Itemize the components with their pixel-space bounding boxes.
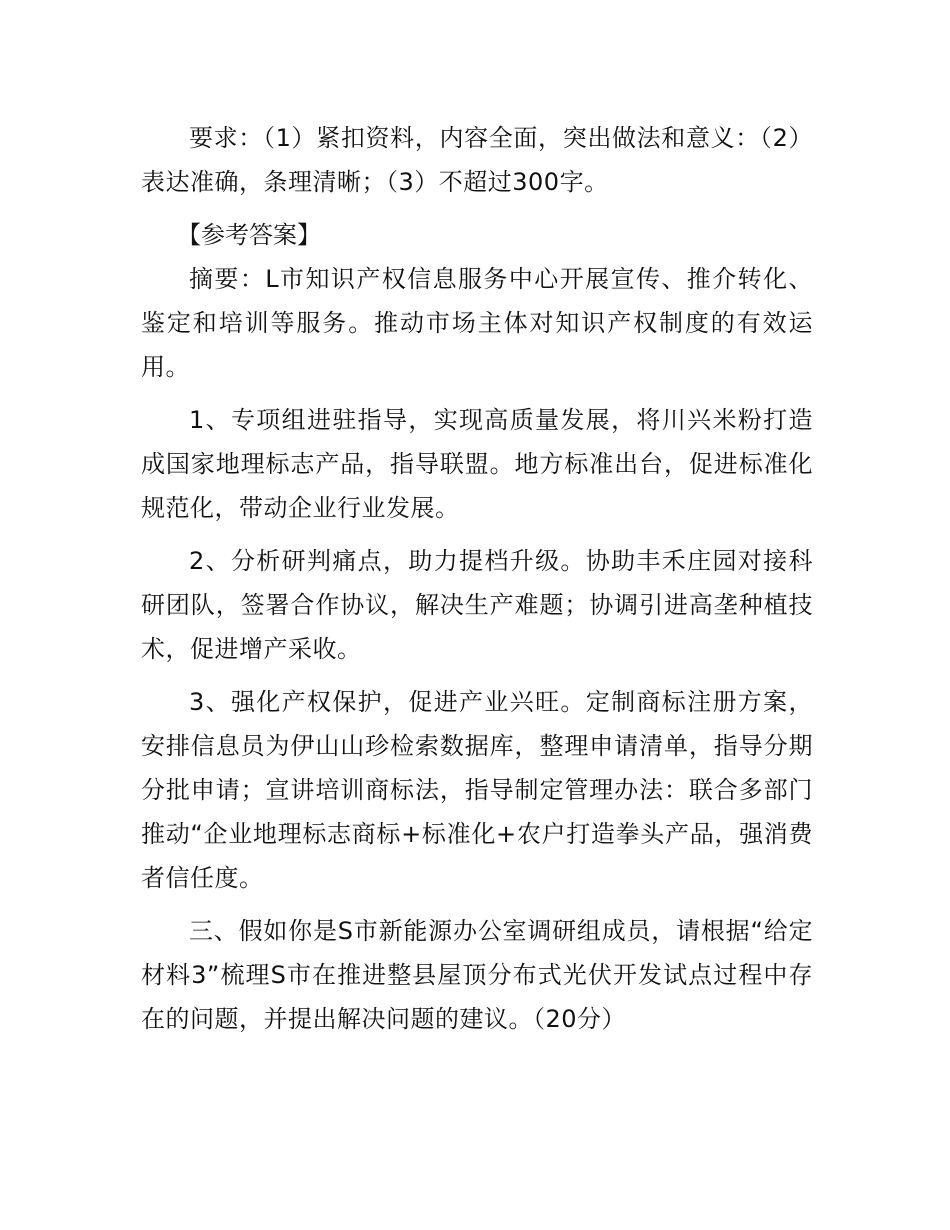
requirement-paragraph: 要求：（1）紧扣资料，内容全面，突出做法和意义：（2）表达准确，条理清晰；（3）不超过300字。 bbox=[141, 124, 813, 196]
point-1-paragraph: 1、专项组进驻指导，实现高质量发展，将川兴米粉打造成国家地理标志产品，指导联盟。地方标准出台，促进标准化规范化，带动企业行业发展。 bbox=[141, 406, 813, 522]
answer-heading: 【参考答案】 bbox=[177, 221, 321, 249]
question-3-paragraph: 三、假如你是S市新能源办公室调研组成员，请根据“给定材料3”梳理S市在推进整县屋顶分布式光伏开发试点过程中存在的问题，并提出解决问题的建议。（20分） bbox=[141, 917, 813, 1033]
point-3-paragraph: 3、强化产权保护，促进产业兴旺。定制商标注册方案，安排信息员为伊山山珍检索数据库，整理申请清单，指导分期分批申请；宣讲培训商标法，指导制定管理办法：联合多部门推动“企业地理标志商标+标准化+农户打造拳头产品，强消费者信任度。 bbox=[141, 688, 813, 892]
summary-paragraph: 摘要：L市知识产权信息服务中心开展宣传、推介转化、鉴定和培训等服务。推动市场主体对知识产权制度的有效运用。 bbox=[141, 265, 813, 381]
document-page bbox=[141, 116, 813, 1041]
point-2-paragraph: 2、分析研判痛点，助力提档升级。协助丰禾庄园对接科研团队，签署合作协议，解决生产难题；协调引进高垄种植技术，促进增产采收。 bbox=[141, 547, 813, 663]
